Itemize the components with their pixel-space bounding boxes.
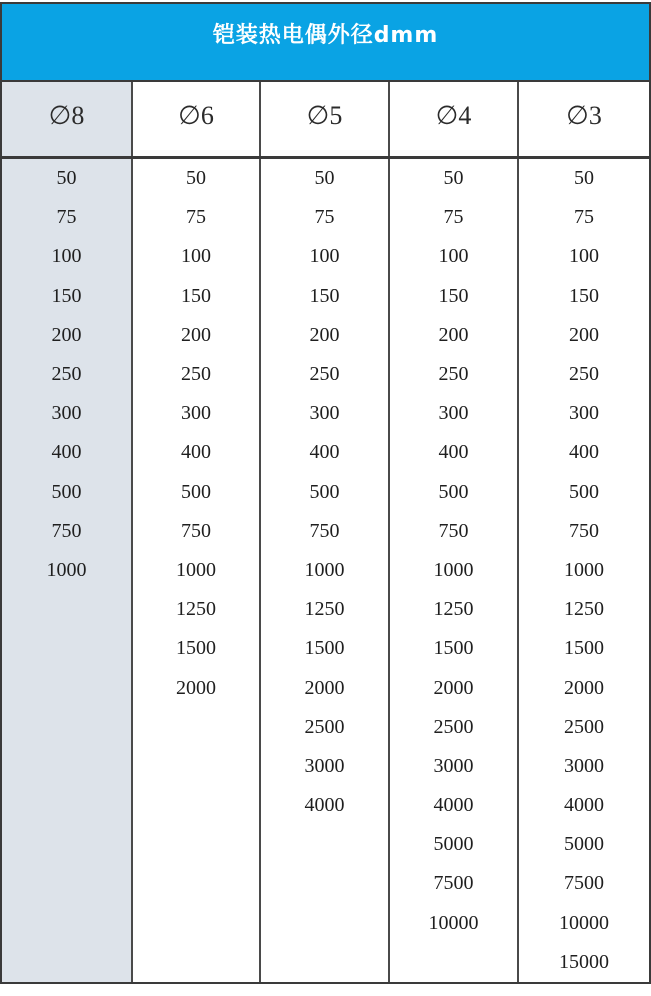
- table-cell: 2000: [261, 668, 390, 707]
- column-header-d4: ∅4: [390, 82, 519, 156]
- table-cell: [261, 864, 390, 903]
- table-cell: 10000: [519, 904, 649, 943]
- table-cell: 100: [519, 237, 649, 276]
- table-cell: 750: [2, 512, 133, 551]
- table-cell: 500: [133, 473, 261, 512]
- table-cell: 50: [519, 159, 649, 198]
- table-cell: 75: [133, 198, 261, 237]
- table-cell: [2, 904, 133, 943]
- table-cell: 200: [519, 316, 649, 355]
- table-cell: 1000: [261, 551, 390, 590]
- table-cell: 500: [519, 473, 649, 512]
- table-cell: 200: [390, 316, 519, 355]
- table-cell: 250: [519, 355, 649, 394]
- table-cell: 750: [519, 512, 649, 551]
- table-cell: [2, 943, 133, 982]
- table-cell: 50: [390, 159, 519, 198]
- table-cell: 3000: [519, 747, 649, 786]
- table-cell: 1250: [519, 590, 649, 629]
- table-cell: [261, 943, 390, 982]
- table-cell: 750: [261, 512, 390, 551]
- table-cell: 400: [390, 433, 519, 472]
- table-cell: [2, 708, 133, 747]
- table-cell: 3000: [261, 747, 390, 786]
- table-cell: 5000: [519, 825, 649, 864]
- table-cell: 150: [519, 277, 649, 316]
- table-header-row: [2, 82, 649, 159]
- table-cell: 300: [390, 394, 519, 433]
- table-cell: 400: [133, 433, 261, 472]
- table-cell: 1250: [390, 590, 519, 629]
- table-cell: 1500: [390, 629, 519, 668]
- table-cell: 500: [261, 473, 390, 512]
- table-cell: [133, 943, 261, 982]
- table-cell: [2, 629, 133, 668]
- table-cell: 250: [2, 355, 133, 394]
- table-cell: 250: [390, 355, 519, 394]
- table-body: [2, 159, 649, 982]
- table-cell: [2, 786, 133, 825]
- table-cell: 2500: [390, 708, 519, 747]
- column-header-d3: ∅3: [519, 82, 649, 156]
- table-cell: 1500: [261, 629, 390, 668]
- table-title-bar: [2, 4, 649, 82]
- thermocouple-size-table: [0, 2, 651, 984]
- column-header-d6: ∅6: [133, 82, 261, 156]
- table-cell: [390, 943, 519, 982]
- table-cell: 15000: [519, 943, 649, 982]
- table-cell: [133, 864, 261, 903]
- table-cell: 1250: [133, 590, 261, 629]
- table-cell: 400: [2, 433, 133, 472]
- table-cell: 750: [133, 512, 261, 551]
- table-cell: [2, 747, 133, 786]
- table-cell: [2, 590, 133, 629]
- table-cell: 400: [519, 433, 649, 472]
- table-cell: 75: [261, 198, 390, 237]
- table-cell: [2, 825, 133, 864]
- table-cell: 1500: [519, 629, 649, 668]
- table-cell: 4000: [390, 786, 519, 825]
- table-cell: [133, 825, 261, 864]
- table-cell: [2, 668, 133, 707]
- table-cell: 100: [133, 237, 261, 276]
- table-cell: 750: [390, 512, 519, 551]
- table-cell: [261, 825, 390, 864]
- column-header-d5: ∅5: [261, 82, 390, 156]
- table-cell: 2500: [261, 708, 390, 747]
- table-cell: [133, 747, 261, 786]
- table-cell: 100: [2, 237, 133, 276]
- table-cell: 1000: [519, 551, 649, 590]
- table-cell: 50: [2, 159, 133, 198]
- table-cell: 7500: [390, 864, 519, 903]
- table-cell: 2500: [519, 708, 649, 747]
- table-cell: 250: [133, 355, 261, 394]
- table-cell: 300: [261, 394, 390, 433]
- table-cell: [2, 864, 133, 903]
- table-cell: 75: [390, 198, 519, 237]
- table-cell: 150: [390, 277, 519, 316]
- table-cell: 3000: [390, 747, 519, 786]
- table-cell: 300: [133, 394, 261, 433]
- table-cell: [133, 904, 261, 943]
- table-cell: 10000: [390, 904, 519, 943]
- table-cell: 300: [2, 394, 133, 433]
- table-cell: 200: [2, 316, 133, 355]
- table-cell: 4000: [261, 786, 390, 825]
- table-cell: 250: [261, 355, 390, 394]
- table-cell: [261, 904, 390, 943]
- table-cell: 50: [261, 159, 390, 198]
- table-cell: 400: [261, 433, 390, 472]
- table-cell: 1000: [2, 551, 133, 590]
- table-cell: 4000: [519, 786, 649, 825]
- table-cell: 7500: [519, 864, 649, 903]
- table-cell: 75: [519, 198, 649, 237]
- table-cell: 2000: [390, 668, 519, 707]
- table-cell: [133, 786, 261, 825]
- table-cell: 1000: [390, 551, 519, 590]
- table-cell: 200: [261, 316, 390, 355]
- table-cell: 2000: [519, 668, 649, 707]
- table-title: 铠装热电偶外径dmm: [212, 23, 439, 48]
- table-cell: 500: [2, 473, 133, 512]
- table-cell: 100: [261, 237, 390, 276]
- table-cell: 1250: [261, 590, 390, 629]
- table-cell: 300: [519, 394, 649, 433]
- table-cell: 100: [390, 237, 519, 276]
- table-cell: 75: [2, 198, 133, 237]
- table-cell: 150: [133, 277, 261, 316]
- table-cell: 5000: [390, 825, 519, 864]
- table-cell: 150: [261, 277, 390, 316]
- table-cell: 1000: [133, 551, 261, 590]
- table-cell: 200: [133, 316, 261, 355]
- table-cell: [133, 708, 261, 747]
- column-header-d8: ∅8: [2, 82, 133, 156]
- table-cell: 1500: [133, 629, 261, 668]
- table-cell: 50: [133, 159, 261, 198]
- table-cell: 150: [2, 277, 133, 316]
- table-cell: 2000: [133, 668, 261, 707]
- table-cell: 500: [390, 473, 519, 512]
